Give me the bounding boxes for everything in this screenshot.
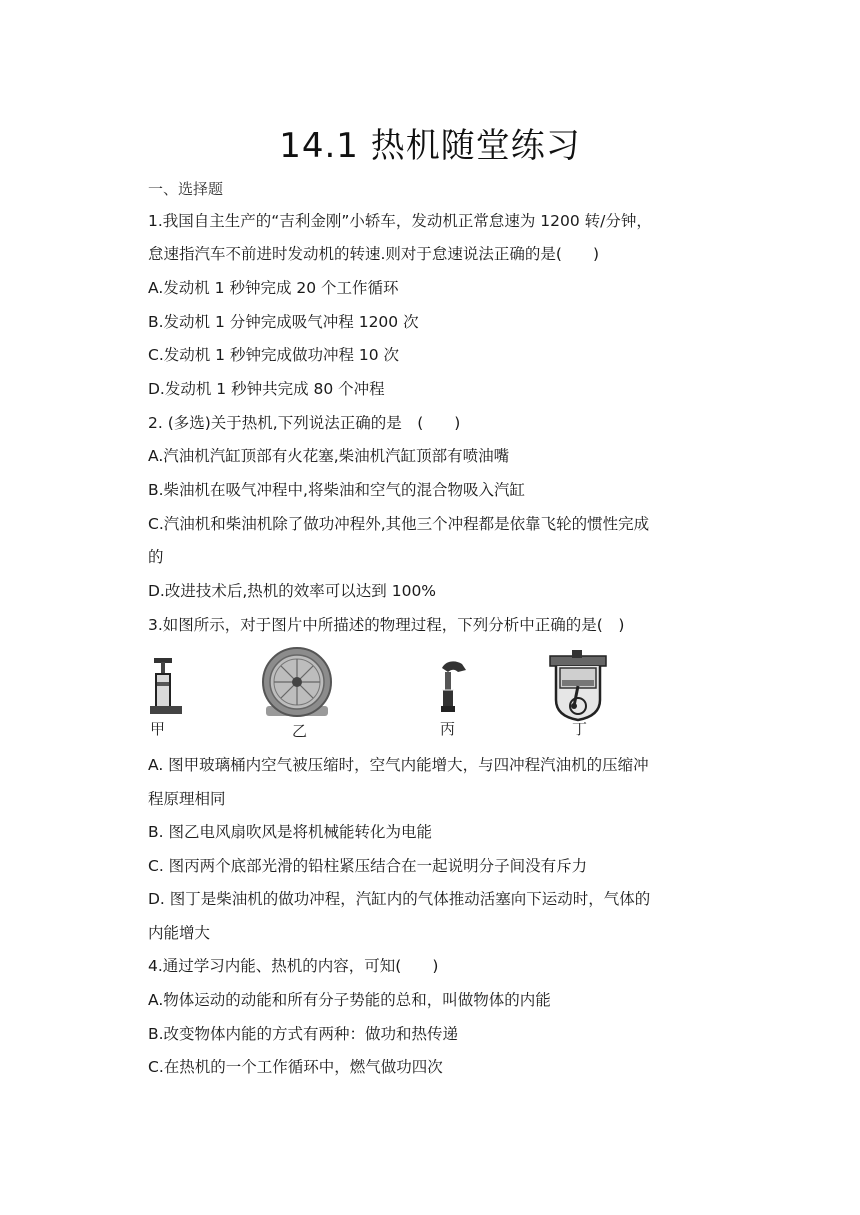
- question-4-stem: 4.通过学习内能、热机的内容，可知( ): [148, 957, 439, 975]
- question-4-option-a: A.物体运动的动能和所有分子势能的总和，叫做物体的内能: [148, 991, 551, 1009]
- glass-cylinder-figure: [148, 656, 184, 718]
- question-2-option-a: A.汽油机汽缸顶部有火花塞,柴油机汽缸顶部有喷油嘴: [148, 447, 510, 465]
- electric-fan-figure: [252, 646, 342, 722]
- question-3-option-b: B. 图乙电风扇吹风是将机械能转化为电能: [148, 823, 432, 841]
- figure-label-bing: 丙: [440, 720, 456, 738]
- question-2-option-c: C.汽油机和柴油机除了做功冲程外,其他三个冲程都是依靠飞轮的惯性完成: [148, 515, 650, 533]
- question-1-option-a: A.发动机 1 秒钟完成 20 个工作循环: [148, 279, 399, 297]
- question-3-stem: 3.如图所示，对于图片中所描述的物理过程，下列分析中正确的是( ): [148, 616, 625, 634]
- question-4-option-b: B.改变物体内能的方式有两种：做功和热传递: [148, 1025, 459, 1043]
- question-1-option-c: C.发动机 1 秒钟完成做功冲程 10 次: [148, 346, 400, 364]
- question-3-option-a-cont: 程原理相同: [148, 790, 226, 808]
- question-1-line-1: 1.我国自主生产的“吉利金刚”小轿车，发动机正常怠速为 1200 转/分钟，: [148, 212, 652, 230]
- question-3-option-d: D. 图丁是柴油机的做功冲程，汽缸内的气体推动活塞向下运动时，气体的: [148, 890, 651, 908]
- question-3-figures: [148, 650, 708, 742]
- question-2-option-d: D.改进技术后,热机的效率可以达到 100%: [148, 582, 437, 600]
- question-3-option-c: C. 图丙两个底部光滑的铅柱紧压结合在一起说明分子间没有斥力: [148, 857, 588, 875]
- question-1-option-b: B.发动机 1 分钟完成吸气冲程 1200 次: [148, 313, 419, 331]
- figure-label-ding: 丁: [572, 720, 588, 738]
- question-1-option-d: D.发动机 1 秒钟共完成 80 个冲程: [148, 380, 385, 398]
- lead-cylinders-figure: [432, 656, 472, 718]
- page-title: 14.1 热机随堂练习: [279, 126, 581, 166]
- question-2-option-c-cont: 的: [148, 548, 164, 566]
- question-2-stem: 2. (多选)关于热机,下列说法正确的是 ( ): [148, 414, 461, 432]
- question-2-option-b: B.柴油机在吸气冲程中,将柴油和空气的混合物吸入汽缸: [148, 481, 525, 499]
- figure-label-yi: 乙: [292, 722, 308, 740]
- question-3-option-a: A. 图甲玻璃桶内空气被压缩时，空气内能增大，与四冲程汽油机的压缩冲: [148, 756, 649, 774]
- question-4-option-c: C.在热机的一个工作循环中，燃气做功四次: [148, 1058, 443, 1076]
- section-heading: 一、选择题: [148, 180, 224, 198]
- question-3-option-d-cont: 内能增大: [148, 924, 211, 942]
- question-1-line-2: 怠速指汽车不前进时发动机的转速.则对于怠速说法正确的是( ): [148, 245, 600, 263]
- figure-label-jia: 甲: [150, 720, 166, 738]
